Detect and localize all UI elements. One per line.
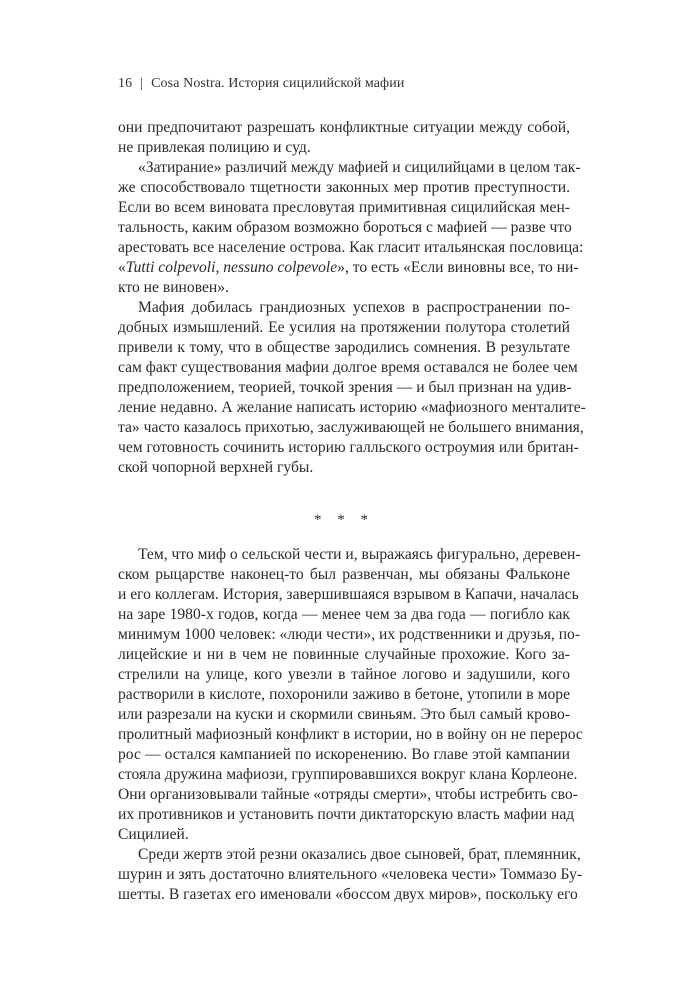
text-line: же способствовало тщетности законных мер против преступности. [118, 179, 570, 196]
text-line: стрелили на улице, кого увезли в тайное логово и задушили, кого [118, 666, 570, 683]
text-line: Тем, что миф о сельской чести и, выражаясь фигурально, деревен- [138, 546, 581, 563]
text-line: стояла дружина мафиози, группировавшихся вокруг клана Корлеоне. [118, 766, 578, 783]
text-line: кто не виновен». [118, 279, 229, 296]
text-line: минимум 1000 человек: «люди чести», их родственники и друзья, по- [118, 626, 581, 643]
text-line: их противников и установить почти диктаторскую власть мафии над [118, 806, 575, 823]
quote-mark: « [118, 259, 126, 276]
text-line [118, 258, 579, 278]
text-line: растворили в кислоте, похоронили заживо в бетоне, утопили в море [118, 686, 570, 703]
text-line: на заре 1980-х годов, когда — менее чем за два года — погибло как [118, 606, 570, 623]
text-line: Мафия добилась грандиозных успехов в распространении по- [138, 299, 570, 316]
text-line: та» часто казалось прихотью, заслуживающей не большего внимания, [118, 419, 584, 436]
text-line: сам факт существования мафии долгое время оставался не более чем [118, 359, 578, 376]
text-line: добных измышлений. Ее усилия на протяжении полутора столетий [118, 319, 570, 336]
text-line: рос — остался кампанией по искоренению. Во главе этой кампании [118, 746, 570, 763]
text-line: они предпочитают разрешать конфликтные ситуации между собой, [118, 119, 570, 136]
text-line: не привлекая полицию и суд. [118, 139, 311, 156]
text-block-1 [118, 118, 586, 478]
text-line: ской чопорной верхней губы. [118, 459, 314, 476]
text-line: Среди жертв этой резни оказались двое сыновей, брат, племянник, [138, 846, 581, 863]
running-header [118, 76, 404, 92]
text-line: арестовать все население острова. Как гласит итальянская пословица: [118, 239, 584, 256]
section-break: * * * [314, 512, 374, 528]
line-text: », то есть «Если виновны все, то ни- [337, 259, 579, 276]
running-title: Cosa Nostra. История сицилийской мафии [151, 76, 405, 91]
text-line: ление недавно. А желание написать историю «мафиозного менталите- [118, 399, 586, 416]
text-line: и его коллегам. История, завершившаяся взрывом в Капачи, началась [118, 586, 579, 603]
text-line: Если во всем виновата пресловутая примитивная сицилийская мен- [118, 199, 570, 216]
text-line: предположением, теорией, точкой зрения — и был признан на удив- [118, 379, 572, 396]
text-line: или разрезали на куски и скормили свиньям. Это был самый крово- [118, 706, 570, 723]
italic-proverb: Tutti colpevoli, nessuno colpevole [125, 259, 338, 276]
text-line: привели к тому, что в обществе зародились сомнения. В результате [118, 339, 570, 356]
text-line: тальность, каким образом возможно бороться с мафией — разве что [118, 219, 572, 236]
text-line: чем готовность сочинить историю галльского остроумия или британ- [118, 439, 579, 456]
text-line: Сицилией. [118, 826, 189, 843]
text-block-2 [118, 545, 583, 905]
text-line: шетты. В газетах его именовали «боссом двух миров», поскольку его [118, 886, 578, 903]
text-line: «Затирание» различий между мафией и сицилийцами в целом так- [138, 159, 581, 176]
page-number: 16 [118, 76, 133, 91]
text-line: ском рыцарстве наконец-то был развенчан, мы обязаны Фальконе [118, 566, 570, 583]
text-line: Они организовывали тайные «отряды смерти», чтобы истребить сво- [118, 786, 578, 803]
header-separator: | [140, 76, 144, 91]
text-line: шурин и зять достаточно влиятельного «человека чести» Томмазо Бу- [118, 866, 583, 883]
text-line: лицейские и ни в чем не повинные случайные прохожие. Кого за- [118, 646, 570, 663]
text-line: пролитный мафиозный конфликт в истории, но в войну он не перерос [118, 726, 583, 743]
